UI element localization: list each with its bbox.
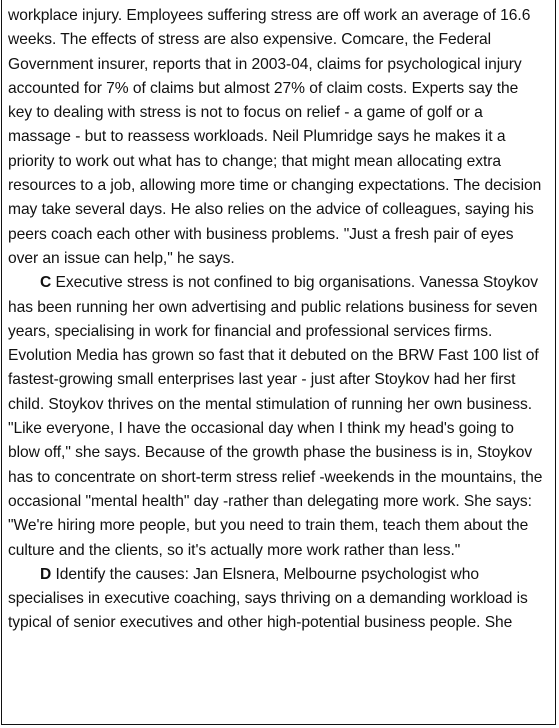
text-line: typical of senior executives and other high-potential business people. She — [8, 614, 513, 632]
paragraph-c-first-line — [8, 271, 555, 295]
text-line: peers coach each other with business problems. "Just a fresh pair of eyes — [8, 225, 514, 243]
text-line: specialises in executive coaching, says thriving on a demanding workload is — [8, 590, 528, 608]
text-line: child. Stoykov thrives on the mental stimulation of running her own business. — [8, 395, 533, 413]
text-line: blow off," she says. Because of the growth phase the business is in, Stoykov — [8, 444, 533, 462]
text-line: Executive stress is not confined to big organisations. Vanessa Stoykov — [51, 274, 538, 292]
text-line: over an issue can help," he says. — [8, 249, 235, 267]
text-line: may take several days. He also relies on the advice of colleagues, saying his — [8, 201, 534, 219]
text-line: workplace injury. Employees suffering stress are off work an average of 16.6 — [8, 7, 531, 24]
text-line: has been running her own advertising and public relations business for seven — [8, 298, 538, 316]
text-line: weeks. The effects of stress are also expensive. Comcare, the Federal — [8, 31, 492, 49]
text-line: accounted for 7% of claims but almost 27% of claim costs. Experts say the — [8, 79, 519, 97]
text-line: occasional "mental health" day -rather than delegating more work. She says: — [8, 492, 532, 510]
text-line: has to concentrate on short-term stress relief -weekends in the mountains, the — [8, 468, 543, 486]
text-line: resources to a job, allowing more time or changing expectations. The decision — [8, 177, 542, 195]
text-line: Government insurer, reports that in 2003-04, claims for psychological injury — [8, 55, 522, 73]
text-line: culture and the clients, so it's actually more work rather than less." — [8, 541, 461, 559]
text-line: "We're hiring more people, but you need to train them, teach them about the — [8, 517, 529, 535]
passage-frame — [1, 0, 556, 725]
paragraph-d-first-line — [8, 563, 555, 587]
text-line: Identify the causes: Jan Elsnera, Melbourne psychologist who — [51, 565, 479, 583]
text-line: massage - but to reassess workloads. Neil Plumridge says he makes it a — [8, 128, 506, 146]
passage-text — [8, 4, 555, 636]
text-line: Evolution Media has grown so fast that it debuted on the BRW Fast 100 list of — [8, 347, 539, 365]
section-letter-d: D — [40, 565, 52, 583]
text-line: priority to work out what has to change; that might mean allocating extra — [8, 152, 502, 170]
text-line: fastest-growing small enterprises last year - just after Stoykov had her first — [8, 371, 516, 389]
text-line: years, specialising in work for financial and professional services firms. — [8, 322, 493, 340]
text-line: key to dealing with stress is not to focus on relief - a game of golf or a — [8, 104, 483, 122]
section-letter-c: C — [40, 274, 52, 292]
text-line: "Like everyone, I have the occasional day when I think my head's going to — [8, 420, 514, 438]
